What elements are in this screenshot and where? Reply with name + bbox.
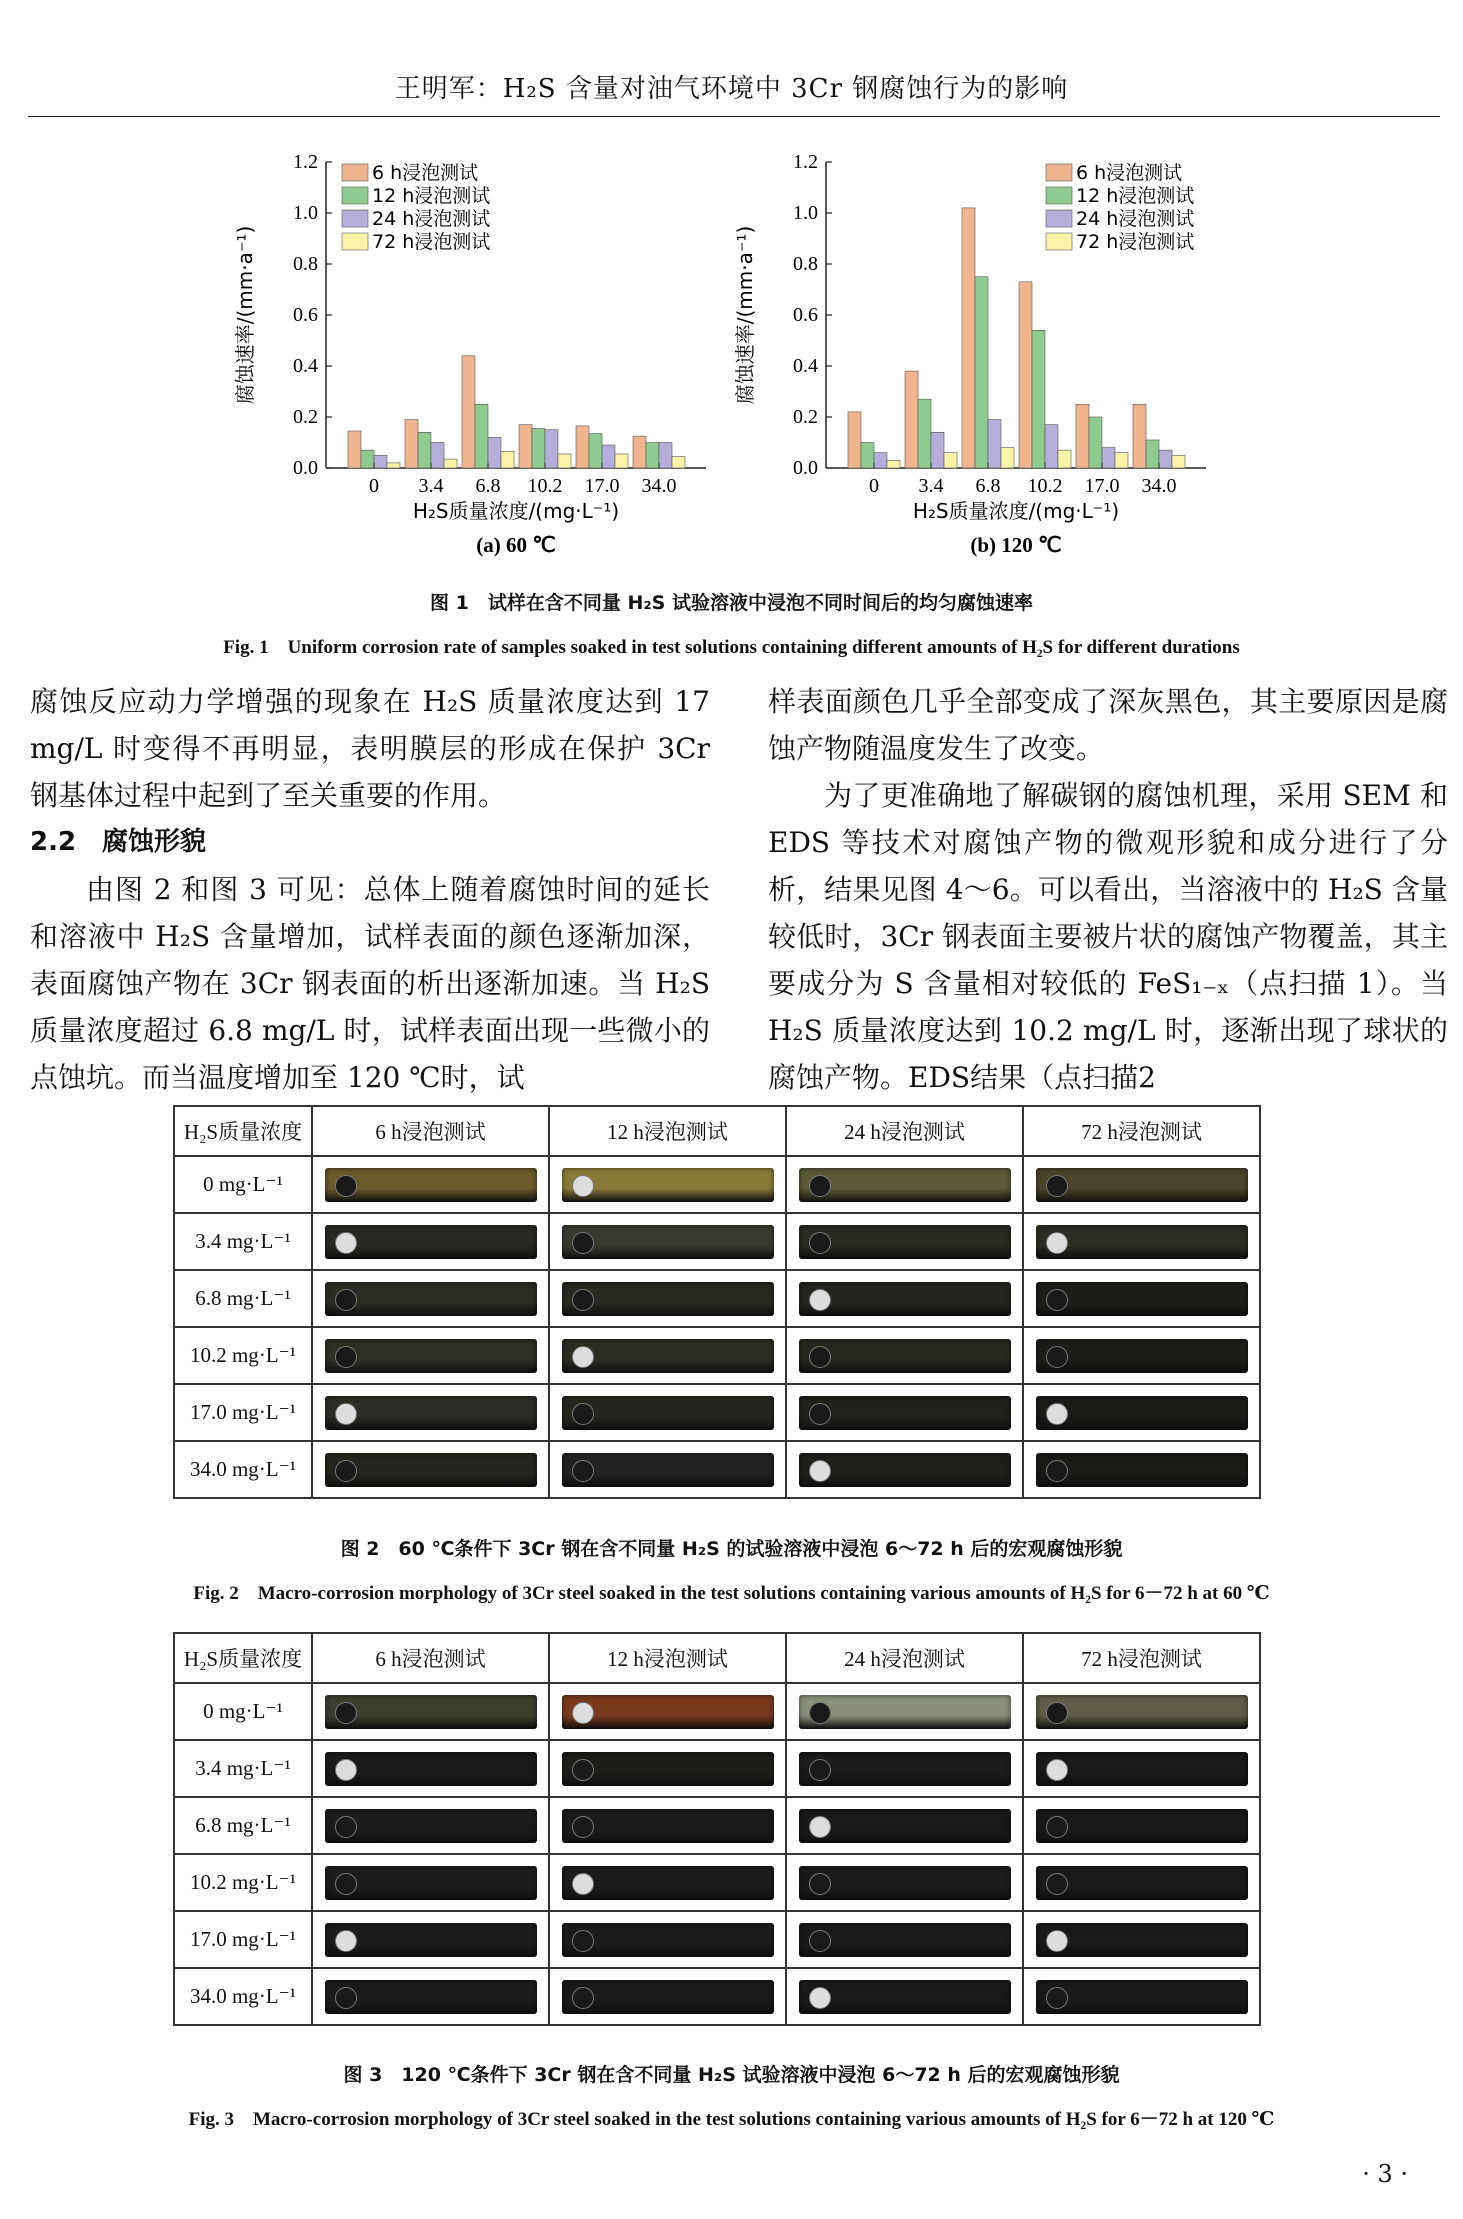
bar xyxy=(348,431,361,468)
photo-cell xyxy=(549,1384,786,1441)
specimen-hole xyxy=(809,1289,831,1311)
bar xyxy=(418,432,431,468)
y-tick-label: 0.2 xyxy=(793,406,818,428)
photo-cell xyxy=(312,1911,549,1968)
table-row xyxy=(174,1854,1260,1911)
bar xyxy=(887,460,900,468)
specimen-hole xyxy=(572,1232,594,1254)
table-row xyxy=(174,1384,1260,1441)
photo-cell xyxy=(786,1441,1023,1498)
specimen-photo xyxy=(799,1809,1011,1843)
photo-cell xyxy=(549,1270,786,1327)
photo-cell xyxy=(312,1270,549,1327)
legend-swatch xyxy=(342,164,368,181)
bar xyxy=(589,434,602,468)
table-header-row xyxy=(174,1106,1260,1156)
bar xyxy=(374,455,387,468)
legend-swatch xyxy=(342,210,368,227)
specimen-photo xyxy=(799,1396,1011,1430)
header-cell-72h: 72 h浸泡测试 xyxy=(1023,1633,1260,1683)
chart-60c xyxy=(230,140,750,570)
table-header-row xyxy=(174,1633,1260,1683)
right-paragraph-2: 为了更准确地了解碳钢的腐蚀机理，采用 SEM 和 EDS 等技术对腐蚀产物的微观形貌和成分进行了分析，结果见图 4～6。可以看出，当溶液中的 H₂S 含量较低时，3Cr 钢表面主要被片状的腐蚀产物覆盖，其主要成分为 S 含量相对较低的 FeS₁₋ₓ（点扫描 1）。当 H₂S 质量浓度达到 10.2 mg/L 时，逐渐出现了球状的腐蚀产物。EDS结果（点扫描2 xyxy=(768,779,1448,1094)
row-label: 3.4 mg·L⁻¹ xyxy=(174,1740,312,1797)
y-tick-label: 1.0 xyxy=(793,202,818,224)
photo-cell xyxy=(549,1683,786,1740)
legend-label: 72 h浸泡测试 xyxy=(1076,231,1195,253)
specimen-photo xyxy=(1036,1923,1248,1957)
specimen-photo xyxy=(562,1282,774,1316)
specimen-hole xyxy=(809,1816,831,1838)
specimen-hole xyxy=(572,1346,594,1368)
specimen-photo xyxy=(1036,1980,1248,2014)
specimen-photo xyxy=(325,1225,537,1259)
fig1-caption-en: Fig. 1 Uniform corrosion rate of samples soaked in test solutions containing different amounts of H₂S for different durations xyxy=(223,637,1240,658)
bar xyxy=(615,454,628,468)
specimen-photo xyxy=(799,1168,1011,1202)
specimen-photo xyxy=(799,1695,1011,1729)
bar xyxy=(519,425,532,468)
specimen-photo xyxy=(562,1168,774,1202)
specimen-photo xyxy=(325,1809,537,1843)
specimen-hole xyxy=(1046,1702,1068,1724)
specimen-hole xyxy=(809,1930,831,1952)
table-row xyxy=(174,1213,1260,1270)
bar xyxy=(462,356,475,468)
x-tick-label: 0 xyxy=(369,475,379,497)
photo-cell xyxy=(549,1968,786,2025)
fig3-caption-en: Fig. 3 Macro-corrosion morphology of 3Cr steel soaked in the test solutions containing various amounts of H₂S for 6－72 h at 120 ℃ xyxy=(188,2109,1275,2130)
photo-cell xyxy=(549,1156,786,1213)
fig2-photo-table xyxy=(173,1105,1261,1499)
x-tick-label: 34.0 xyxy=(1141,475,1177,497)
specimen-hole xyxy=(572,1702,594,1724)
specimen-hole xyxy=(1046,1175,1068,1197)
y-tick-label: 0.8 xyxy=(793,253,818,275)
row-label: 34.0 mg·L⁻¹ xyxy=(174,1968,312,2025)
specimen-hole xyxy=(335,1873,357,1895)
bar xyxy=(962,208,975,468)
specimen-hole xyxy=(335,1930,357,1952)
bar xyxy=(1076,404,1089,468)
header-cell-concentration: H₂S质量浓度 xyxy=(174,1633,312,1683)
y-tick-label: 1.2 xyxy=(793,151,818,173)
y-tick-label: 0.8 xyxy=(293,253,318,275)
photo-cell xyxy=(786,1968,1023,2025)
bar xyxy=(558,454,571,468)
bar xyxy=(874,453,887,468)
specimen-hole xyxy=(335,1460,357,1482)
bar xyxy=(405,420,418,468)
specimen-hole xyxy=(572,1816,594,1838)
header-cell-6h: 6 h浸泡测试 xyxy=(312,1106,549,1156)
legend-label: 6 h浸泡测试 xyxy=(1076,162,1183,184)
specimen-photo xyxy=(562,1339,774,1373)
bar xyxy=(988,420,1001,468)
specimen-photo xyxy=(325,1339,537,1373)
bar xyxy=(672,457,685,468)
y-tick-label: 0.6 xyxy=(793,304,818,326)
bar xyxy=(1102,448,1115,468)
specimen-photo xyxy=(325,1923,537,1957)
specimen-hole xyxy=(1046,1930,1068,1952)
specimen-photo xyxy=(1036,1396,1248,1430)
photo-cell xyxy=(786,1327,1023,1384)
specimen-hole xyxy=(809,1987,831,2009)
bar xyxy=(848,412,861,468)
photo-cell xyxy=(1023,1683,1260,1740)
photo-cell xyxy=(1023,1213,1260,1270)
specimen-photo xyxy=(562,1225,774,1259)
photo-cell xyxy=(549,1213,786,1270)
photo-cell xyxy=(549,1911,786,1968)
photo-cell xyxy=(1023,1911,1260,1968)
y-axis-label: 腐蚀速率/(mm·a⁻¹) xyxy=(733,225,757,405)
legend-swatch xyxy=(1046,210,1072,227)
bar xyxy=(545,430,558,468)
photo-cell xyxy=(786,1213,1023,1270)
specimen-photo xyxy=(1036,1225,1248,1259)
row-label: 34.0 mg·L⁻¹ xyxy=(174,1441,312,1498)
bar xyxy=(1172,455,1185,468)
specimen-photo xyxy=(562,1752,774,1786)
header-cell-72h: 72 h浸泡测试 xyxy=(1023,1106,1260,1156)
specimen-hole xyxy=(809,1702,831,1724)
bar xyxy=(659,443,672,469)
panel-label: (a) 60 ℃ xyxy=(476,533,556,557)
photo-cell xyxy=(786,1911,1023,1968)
specimen-hole xyxy=(335,1987,357,2009)
row-label: 17.0 mg·L⁻¹ xyxy=(174,1911,312,1968)
bar xyxy=(861,443,874,469)
specimen-photo xyxy=(799,1980,1011,2014)
photo-cell xyxy=(1023,1797,1260,1854)
photo-cell xyxy=(1023,1270,1260,1327)
bar xyxy=(475,404,488,468)
specimen-photo xyxy=(799,1225,1011,1259)
left-paragraph-2: 由图 2 和图 3 可见：总体上随着腐蚀时间的延长和溶液中 H₂S 含量增加，试样表面的颜色逐渐加深，表面腐蚀产物在 3Cr 钢表面的析出逐渐加速。当 H₂S 质量浓度超过 6.8 mg/L 时，试样表面出现一些微小的点蚀坑。而当温度增加至 120 ℃时，试 xyxy=(30,873,710,1094)
specimen-hole xyxy=(572,1930,594,1952)
specimen-photo xyxy=(325,1866,537,1900)
table-row xyxy=(174,1683,1260,1740)
specimen-photo xyxy=(799,1923,1011,1957)
specimen-hole xyxy=(809,1759,831,1781)
specimen-photo xyxy=(799,1453,1011,1487)
specimen-hole xyxy=(572,1873,594,1895)
bar xyxy=(1146,440,1159,468)
specimen-hole xyxy=(572,1403,594,1425)
x-tick-label: 17.0 xyxy=(1084,475,1120,497)
specimen-photo xyxy=(799,1866,1011,1900)
bar xyxy=(1045,425,1058,468)
specimen-hole xyxy=(572,1759,594,1781)
bar xyxy=(1001,448,1014,468)
legend-label: 72 h浸泡测试 xyxy=(372,231,491,253)
legend-swatch xyxy=(342,233,368,250)
legend-label: 6 h浸泡测试 xyxy=(372,162,479,184)
specimen-hole xyxy=(335,1702,357,1724)
photo-cell xyxy=(1023,1854,1260,1911)
x-tick-label: 34.0 xyxy=(641,475,677,497)
photo-cell xyxy=(312,1327,549,1384)
specimen-photo xyxy=(562,1980,774,2014)
photo-cell xyxy=(1023,1740,1260,1797)
header-cell-12h: 12 h浸泡测试 xyxy=(549,1106,786,1156)
panel-label: (b) 120 ℃ xyxy=(970,533,1062,557)
specimen-hole xyxy=(1046,1232,1068,1254)
bar xyxy=(488,437,501,468)
bar xyxy=(387,463,400,468)
photo-cell xyxy=(312,1740,549,1797)
photo-cell xyxy=(549,1327,786,1384)
bar xyxy=(361,450,374,468)
table-row xyxy=(174,1441,1260,1498)
bar xyxy=(905,371,918,468)
photo-cell xyxy=(786,1797,1023,1854)
right-paragraph-1: 样表面颜色几乎全部变成了深灰黑色，其主要原因是腐蚀产物随温度发生了改变。 xyxy=(768,685,1448,765)
specimen-hole xyxy=(809,1232,831,1254)
photo-cell xyxy=(786,1384,1023,1441)
header-rule xyxy=(28,116,1440,117)
specimen-photo xyxy=(799,1339,1011,1373)
legend-swatch xyxy=(1046,187,1072,204)
photo-cell xyxy=(312,1213,549,1270)
legend-label: 24 h浸泡测试 xyxy=(1076,208,1195,230)
x-axis-label: H₂S质量浓度/(mg·L⁻¹) xyxy=(412,499,620,523)
x-tick-label: 3.4 xyxy=(418,475,444,497)
table-row xyxy=(174,1327,1260,1384)
bar xyxy=(1159,450,1172,468)
specimen-hole xyxy=(335,1175,357,1197)
legend-label: 12 h浸泡测试 xyxy=(372,185,491,207)
bar xyxy=(931,432,944,468)
specimen-hole xyxy=(1046,1460,1068,1482)
specimen-photo xyxy=(1036,1168,1248,1202)
photo-cell xyxy=(1023,1441,1260,1498)
photo-cell xyxy=(312,1384,549,1441)
x-tick-label: 6.8 xyxy=(475,475,501,497)
table-row xyxy=(174,1156,1260,1213)
bar xyxy=(602,445,615,468)
y-tick-label: 0.2 xyxy=(293,406,318,428)
specimen-hole xyxy=(335,1816,357,1838)
bar xyxy=(1115,453,1128,468)
x-tick-label: 6.8 xyxy=(975,475,1001,497)
photo-cell xyxy=(312,1854,549,1911)
specimen-hole xyxy=(572,1460,594,1482)
table-row xyxy=(174,1740,1260,1797)
specimen-hole xyxy=(572,1175,594,1197)
bar xyxy=(501,451,514,468)
specimen-photo xyxy=(562,1396,774,1430)
x-axis-label: H₂S质量浓度/(mg·L⁻¹) xyxy=(912,499,1120,523)
photo-cell xyxy=(549,1441,786,1498)
row-label: 0 mg·L⁻¹ xyxy=(174,1156,312,1213)
fig2-caption-en: Fig. 2 Macro-corrosion morphology of 3Cr steel soaked in the test solutions containing various amounts of H₂S for 6－72 h at 60 ℃ xyxy=(193,1583,1270,1604)
y-tick-label: 0.4 xyxy=(793,355,818,377)
specimen-hole xyxy=(335,1759,357,1781)
specimen-photo xyxy=(1036,1866,1248,1900)
y-axis-label: 腐蚀速率/(mm·a⁻¹) xyxy=(233,225,257,405)
header-cell-24h: 24 h浸泡测试 xyxy=(786,1106,1023,1156)
bar xyxy=(944,453,957,468)
specimen-photo xyxy=(325,1168,537,1202)
table-row xyxy=(174,1968,1260,2025)
specimen-hole xyxy=(1046,1987,1068,2009)
photo-cell xyxy=(1023,1384,1260,1441)
legend-swatch xyxy=(1046,164,1072,181)
bar xyxy=(431,443,444,469)
photo-cell xyxy=(1023,1156,1260,1213)
specimen-photo xyxy=(562,1453,774,1487)
bar xyxy=(1019,282,1032,468)
row-label: 3.4 mg·L⁻¹ xyxy=(174,1213,312,1270)
specimen-hole xyxy=(1046,1816,1068,1838)
specimen-photo xyxy=(1036,1809,1248,1843)
left-column xyxy=(30,678,710,1101)
running-head: 王明军：H₂S 含量对油气环境中 3Cr 钢腐蚀行为的影响 xyxy=(394,74,1069,104)
x-tick-label: 10.2 xyxy=(1027,475,1063,497)
legend-swatch xyxy=(342,187,368,204)
photo-cell xyxy=(786,1854,1023,1911)
bar xyxy=(1133,404,1146,468)
bar xyxy=(633,436,646,468)
y-tick-label: 1.0 xyxy=(293,202,318,224)
specimen-photo xyxy=(1036,1339,1248,1373)
legend-swatch xyxy=(1046,233,1072,250)
specimen-hole xyxy=(1046,1346,1068,1368)
specimen-photo xyxy=(325,1695,537,1729)
specimen-photo xyxy=(325,1752,537,1786)
specimen-photo xyxy=(562,1695,774,1729)
specimen-photo xyxy=(799,1282,1011,1316)
specimen-photo xyxy=(325,1282,537,1316)
specimen-photo xyxy=(799,1752,1011,1786)
photo-cell xyxy=(312,1156,549,1213)
specimen-photo xyxy=(1036,1453,1248,1487)
photo-cell xyxy=(786,1740,1023,1797)
photo-cell xyxy=(312,1441,549,1498)
specimen-hole xyxy=(1046,1289,1068,1311)
table-row xyxy=(174,1270,1260,1327)
specimen-hole xyxy=(809,1460,831,1482)
row-label: 0 mg·L⁻¹ xyxy=(174,1683,312,1740)
bar xyxy=(918,399,931,468)
row-label: 10.2 mg·L⁻¹ xyxy=(174,1854,312,1911)
photo-cell xyxy=(549,1854,786,1911)
photo-cell xyxy=(786,1156,1023,1213)
bar xyxy=(532,428,545,468)
specimen-hole xyxy=(809,1346,831,1368)
specimen-hole xyxy=(1046,1403,1068,1425)
section-heading: 2.2 腐蚀形貌 xyxy=(30,827,207,857)
bar xyxy=(1032,330,1045,468)
page-number: · 3 · xyxy=(1362,2160,1408,2188)
specimen-hole xyxy=(572,1289,594,1311)
y-tick-label: 1.2 xyxy=(293,151,318,173)
photo-cell xyxy=(786,1683,1023,1740)
specimen-photo xyxy=(562,1923,774,1957)
specimen-hole xyxy=(335,1403,357,1425)
row-label: 17.0 mg·L⁻¹ xyxy=(174,1384,312,1441)
specimen-hole xyxy=(335,1346,357,1368)
specimen-photo xyxy=(325,1396,537,1430)
bar xyxy=(1089,417,1102,468)
specimen-photo xyxy=(1036,1695,1248,1729)
header-cell-6h: 6 h浸泡测试 xyxy=(312,1633,549,1683)
y-tick-label: 0.0 xyxy=(793,457,818,479)
y-tick-label: 0.0 xyxy=(293,457,318,479)
x-tick-label: 10.2 xyxy=(527,475,563,497)
row-label: 6.8 mg·L⁻¹ xyxy=(174,1797,312,1854)
left-paragraph-1: 腐蚀反应动力学增强的现象在 H₂S 质量浓度达到 17 mg/L 时变得不再明显，表明膜层的形成在保护 3Cr 钢基体过程中起到了至关重要的作用。 xyxy=(30,685,710,812)
photo-cell xyxy=(549,1797,786,1854)
bar xyxy=(646,443,659,469)
specimen-photo xyxy=(325,1453,537,1487)
header-cell-concentration: H₂S质量浓度 xyxy=(174,1106,312,1156)
chart-120c xyxy=(730,140,1250,570)
specimen-hole xyxy=(809,1403,831,1425)
specimen-hole xyxy=(809,1175,831,1197)
fig3-photo-table xyxy=(173,1632,1261,2026)
bar xyxy=(975,277,988,468)
specimen-hole xyxy=(335,1232,357,1254)
specimen-hole xyxy=(809,1873,831,1895)
specimen-photo xyxy=(1036,1282,1248,1316)
x-tick-label: 0 xyxy=(869,475,879,497)
y-tick-label: 0.4 xyxy=(293,355,318,377)
specimen-photo xyxy=(562,1866,774,1900)
specimen-hole xyxy=(335,1289,357,1311)
legend-label: 24 h浸泡测试 xyxy=(372,208,491,230)
right-column xyxy=(768,678,1448,1101)
header-cell-12h: 12 h浸泡测试 xyxy=(549,1633,786,1683)
bar xyxy=(444,459,457,468)
row-label: 6.8 mg·L⁻¹ xyxy=(174,1270,312,1327)
photo-cell xyxy=(312,1797,549,1854)
fig3-caption-cn: 图 3 120 ℃条件下 3Cr 钢在含不同量 H₂S 试验溶液中浸泡 6～72 h 后的宏观腐蚀形貌 xyxy=(343,2064,1120,2086)
specimen-hole xyxy=(1046,1873,1068,1895)
specimen-photo xyxy=(1036,1752,1248,1786)
specimen-hole xyxy=(572,1987,594,2009)
photo-cell xyxy=(312,1968,549,2025)
table-row xyxy=(174,1911,1260,1968)
table-row xyxy=(174,1797,1260,1854)
specimen-photo xyxy=(562,1809,774,1843)
row-label: 10.2 mg·L⁻¹ xyxy=(174,1327,312,1384)
photo-cell xyxy=(786,1270,1023,1327)
fig2-caption-cn: 图 2 60 ℃条件下 3Cr 钢在含不同量 H₂S 的试验溶液中浸泡 6～72 h 后的宏观腐蚀形貌 xyxy=(340,1538,1123,1560)
specimen-photo xyxy=(325,1980,537,2014)
photo-cell xyxy=(1023,1327,1260,1384)
specimen-hole xyxy=(1046,1759,1068,1781)
bar xyxy=(576,426,589,468)
fig1-caption-cn: 图 1 试样在含不同量 H₂S 试验溶液中浸泡不同时间后的均匀腐蚀速率 xyxy=(430,592,1033,614)
x-tick-label: 17.0 xyxy=(584,475,620,497)
legend-label: 12 h浸泡测试 xyxy=(1076,185,1195,207)
y-tick-label: 0.6 xyxy=(293,304,318,326)
header-cell-24h: 24 h浸泡测试 xyxy=(786,1633,1023,1683)
bar xyxy=(1058,450,1071,468)
photo-cell xyxy=(1023,1968,1260,2025)
photo-cell xyxy=(312,1683,549,1740)
photo-cell xyxy=(549,1740,786,1797)
x-tick-label: 3.4 xyxy=(918,475,944,497)
